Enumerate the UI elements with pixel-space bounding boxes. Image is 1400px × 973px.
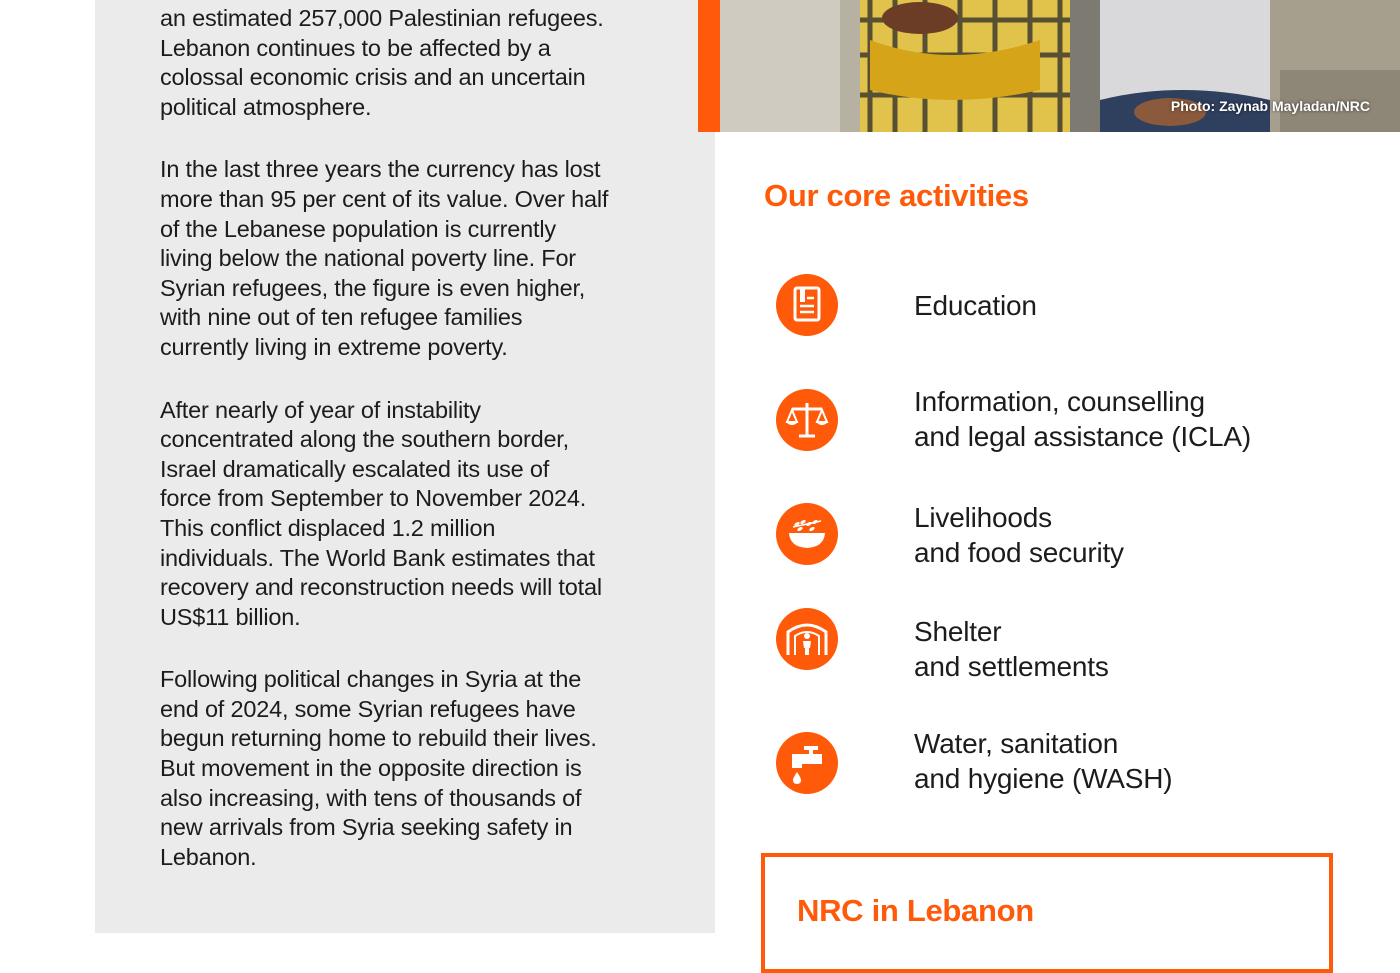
activity-label: [914, 500, 1124, 570]
text-line: end of 2024, some Syrian refugees have: [160, 695, 576, 722]
text-line: colossal economic crisis and an uncertain: [160, 64, 586, 91]
text-line: This conflict displaced 1.2 million: [160, 514, 496, 541]
core-activities-title: Our core activities: [764, 178, 1029, 213]
activity-label-line: Water, sanitation: [914, 728, 1119, 759]
text-line: more than 95 per cent of its value. Over half: [160, 185, 609, 212]
book-icon: [776, 274, 838, 336]
activity-education: [776, 274, 1336, 336]
accent-bar: [698, 0, 720, 132]
activity-label-line: and food security: [914, 537, 1124, 568]
activity-label-line: and legal assistance (ICLA): [914, 421, 1251, 452]
activity-shelter: [776, 608, 1336, 682]
text-line: Lebanon.: [160, 843, 257, 870]
text-line: Israel dramatically escalated its use of: [160, 455, 550, 482]
paragraph-currency: [160, 155, 660, 362]
text-line: concentrated along the southern border,: [160, 426, 569, 453]
text-line: political atmosphere.: [160, 93, 372, 120]
activity-label-line: Education: [914, 290, 1037, 321]
text-line: Syrian refugees, the figure is even higher,: [160, 274, 586, 301]
activity-label-line: Shelter: [914, 616, 1002, 647]
activity-wash: [776, 728, 1336, 794]
text-line: force from September to November 2024.: [160, 485, 587, 512]
text-line: new arrivals from Syria seeking safety in: [160, 814, 573, 841]
activity-label-line: Livelihoods: [914, 502, 1052, 533]
paragraph-syria-returns: [160, 665, 660, 872]
text-line: also increasing, with tens of thousands of: [160, 784, 582, 811]
activity-label: [914, 614, 1109, 684]
shelter-icon: [776, 608, 838, 670]
text-line: In the last three years the currency has lost: [160, 156, 601, 183]
water-tap-icon: [776, 732, 838, 794]
text-line: individuals. The World Bank estimates that: [160, 544, 595, 571]
paragraph-conflict: [160, 396, 660, 633]
photo-credit: Photo: Zaynab Mayladan/NRC: [1170, 98, 1370, 114]
body-text-column: [160, 4, 660, 905]
activity-label: [914, 384, 1251, 454]
activity-livelihoods: [776, 502, 1336, 568]
activity-label: [914, 726, 1172, 796]
text-line: Lebanon continues to be affected by a: [160, 34, 551, 61]
activity-label-line: Information, counselling: [914, 386, 1205, 417]
food-bowl-icon: [776, 503, 838, 565]
text-line: currently living in extreme poverty.: [160, 333, 508, 360]
activity-label-line: and settlements: [914, 651, 1109, 682]
scales-icon: [776, 389, 838, 451]
text-line: US$11 billion.: [160, 603, 301, 630]
text-line: But movement in the opposite direction is: [160, 755, 582, 782]
text-line: of the Lebanese population is currently: [160, 215, 556, 242]
text-line: with nine out of ten refugee families: [160, 304, 523, 331]
text-line: recovery and reconstruction needs will total: [160, 574, 602, 601]
text-line: After nearly of year of instability: [160, 396, 481, 423]
activity-icla: [776, 386, 1336, 452]
text-line: living below the national poverty line. For: [160, 245, 576, 272]
activity-label: [914, 288, 1037, 323]
text-line: an estimated 257,000 Palestinian refugees.: [160, 5, 604, 31]
header-photo: [698, 0, 1400, 132]
paragraph-palestinian-refugees: [160, 4, 660, 122]
activity-label-line: and hygiene (WASH): [914, 763, 1173, 794]
text-line: Following political changes in Syria at the: [160, 666, 582, 693]
text-line: begun returning home to rebuild their lives.: [160, 725, 597, 752]
nrc-in-lebanon-title: NRC in Lebanon: [797, 893, 1034, 928]
